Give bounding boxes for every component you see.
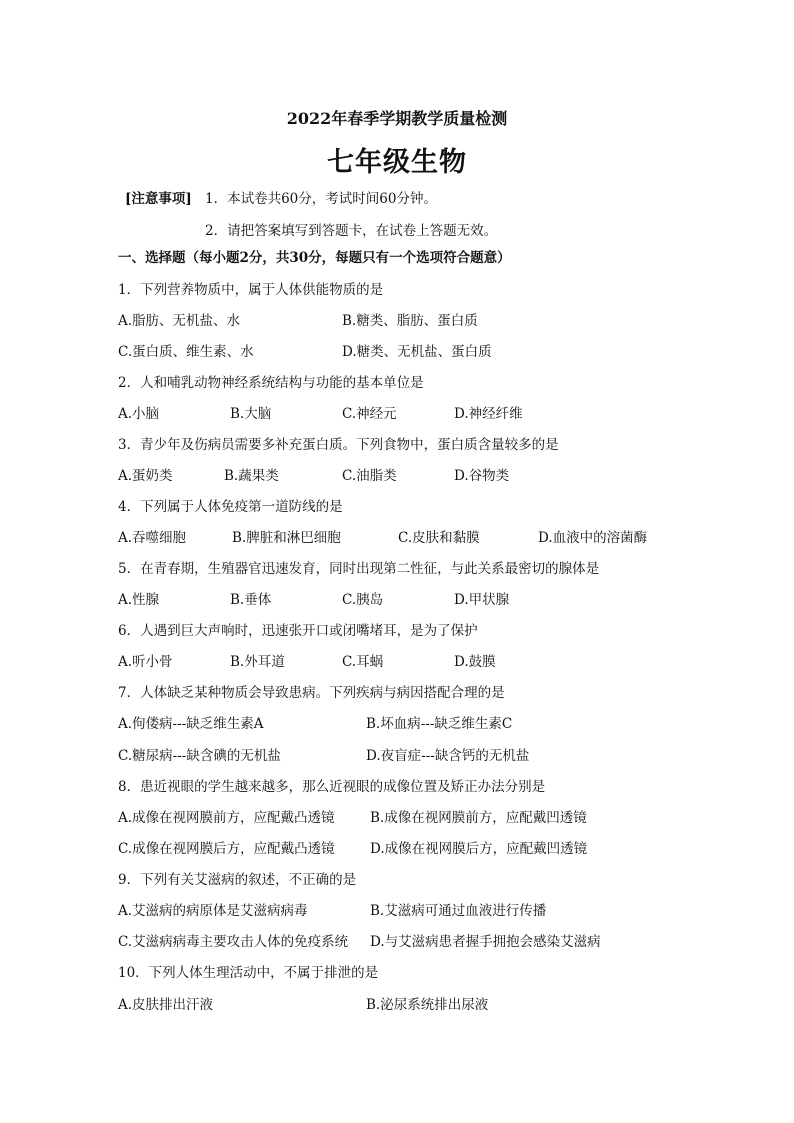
question-option: C.皮肤和黏膜 [398,530,480,546]
question-option: C.油脂类 [342,468,397,484]
question-option: C.神经元 [342,406,397,422]
question-stem: 1．下列营养物质中，属于人体供能物质的是 [118,282,384,298]
notice-label: [注意事项] [125,191,192,207]
question-option: A.脂肪、无机盐、水 [118,313,241,329]
section-heading: 一、选择题（每小题2分，共30分，每题只有一个选项符合题意） [118,250,511,266]
question-option: D.与艾滋病患者握手拥抱会感染艾滋病 [370,934,601,950]
question-stem: 3．青少年及伤病员需要多补充蛋白质。下列食物中，蛋白质含量较多的是 [118,437,559,453]
notice-item-2: 2．请把答案填写到答题卡，在试卷上答题无效。 [205,223,498,239]
question-option: D.血液中的溶菌酶 [538,530,648,546]
question-option: A.佝偻病---缺乏维生素A [118,716,264,732]
question-option: C.糖尿病---缺含碘的无机盐 [118,748,281,764]
question-option: C.成像在视网膜后方，应配戴凸透镜 [118,841,335,857]
question-option: D.夜盲症---缺含钙的无机盐 [366,748,530,764]
question-option: B.泌尿系统排出尿液 [366,997,489,1013]
question-stem: 5．在青春期，生殖器官迅速发育，同时出现第二性征，与此关系最密切的腺体是 [118,561,600,577]
exam-subtitle: 2022年春季学期教学质量检测 [286,109,508,128]
question-option: A.艾滋病的病原体是艾滋病病毒 [118,903,308,919]
question-option: B.糖类、脂肪、蛋白质 [342,313,478,329]
question-option: A.性腺 [118,592,160,608]
question-option: A.吞噬细胞 [118,530,187,546]
question-option: B.大脑 [230,406,272,422]
question-stem: 8．患近视眼的学生越来越多，那么近视眼的成像位置及矫正办法分别是 [118,779,546,795]
question-option: D.甲状腺 [454,592,510,608]
question-stem: 4．下列属于人体免疫第一道防线的是 [118,499,343,515]
question-option: C.艾滋病病毒主要攻击人体的免疫系统 [118,934,349,950]
question-option: B.蔬果类 [224,468,279,484]
question-option: D.神经纤维 [454,406,523,422]
question-option: A.小脑 [118,406,160,422]
question-option: B.坏血病---缺乏维生素C [366,716,513,732]
question-option: A.皮肤排出汗液 [118,997,214,1013]
question-stem: 10．下列人体生理活动中，不属于排泄的是 [118,965,379,981]
question-option: B.垂体 [230,592,272,608]
question-stem: 9．下列有关艾滋病的叙述，不正确的是 [118,872,357,888]
question-option: B.艾滋病可通过血液进行传播 [370,903,547,919]
question-option: B.成像在视网膜前方，应配戴凹透镜 [370,810,587,826]
question-stem: 6．人遇到巨大声响时，迅速张开口或闭嘴堵耳，是为了保护 [118,623,478,639]
question-option: D.成像在视网膜后方，应配戴凹透镜 [370,841,588,857]
question-option: A.成像在视网膜前方，应配戴凸透镜 [118,810,335,826]
notice-item-1: 1．本试卷共60分，考试时间60分钟。 [205,191,437,207]
question-option: B.脾脏和淋巴细胞 [232,530,341,546]
question-option: A.蛋奶类 [118,468,173,484]
question-option: C.蛋白质、维生素、水 [118,344,254,360]
question-option: A.听小骨 [118,654,173,670]
question-option: C.胰岛 [342,592,384,608]
question-stem: 7．人体缺乏某种物质会导致患病。下列疾病与病因搭配合理的是 [118,685,505,701]
question-option: B.外耳道 [230,654,285,670]
question-option: D.谷物类 [454,468,510,484]
question-option: D.鼓膜 [454,654,496,670]
question-option: D.糖类、无机盐、蛋白质 [342,344,492,360]
exam-title: 七年级生物 [327,147,467,178]
question-option: C.耳蜗 [342,654,384,670]
question-stem: 2．人和哺乳动物神经系统结构与功能的基本单位是 [118,375,424,391]
